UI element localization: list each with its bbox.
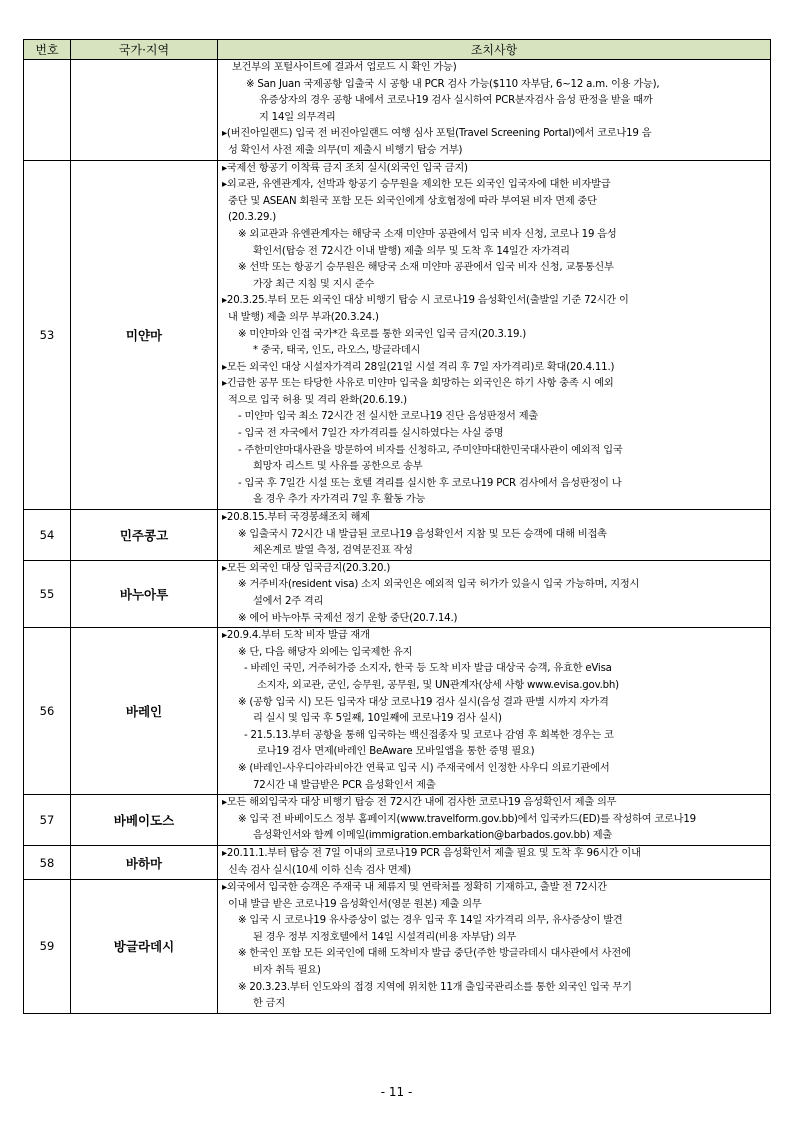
measure-line: 희망자 리스트 및 사유를 공한으로 송부 [253,461,423,473]
table-row [24,795,771,846]
measure-line: * 중국, 태국, 인도, 라오스, 방글라데시 [253,345,421,357]
measure-line: 성 확인서 사전 제출 의무(미 제출시 비행기 탑승 거부) [228,144,463,156]
country-name [71,60,218,161]
measure-line: ※ 거주비자(resident visa) 소지 외국인은 예외적 입국 허가가 있을시 입국 가능하며, 지정시 [238,579,640,591]
table-row [24,510,771,561]
measure-line: - 바레인 국민, 거주허가증 소지자, 한국 등 도착 비자 발급 대상국 승객, 유효한 eVisa [244,663,612,675]
measure-line: 72시간 내 발급받은 PCR 음성확인서 제출 [253,779,436,791]
measure-line: 음성확인서와 함께 이메일(immigration.embarkation@barbados.gov.bb) 제출 [253,830,613,842]
measure-line: ※ San Juan 국제공항 입출국 시 공항 내 PCR 검사 가능($110 자부담, 6~12 a.m. 이용 가능), [246,78,660,90]
header-no: 번호 [24,40,71,60]
measure-line: 적으로 입국 허용 및 격리 완화(20.6.19.) [228,394,407,406]
row-number: 54 [24,510,71,561]
measure-line: 내 발행) 제출 의무 부과(20.3.24.) [228,311,379,323]
measure-line: - 입국 전 자국에서 7일간 자가격리를 실시하였다는 사실 증명 [238,428,504,440]
measure-line: ※ 단, 다음 해당자 외에는 입국제한 유지 [238,646,413,658]
header-measures: 조치사항 [218,40,771,60]
page-number: - 11 - [380,1085,413,1099]
row-number: 56 [24,628,71,795]
measure-line: ▸긴급한 공무 또는 타당한 사유로 미얀마 입국을 희망하는 외국인은 하기 사항 충족 시 예외 [222,378,614,390]
measure-line: - 주한미얀마대사관을 방문하여 비자를 신청하고, 주미얀마대한민국대사관이 예외적 입국 [238,444,623,456]
table-row [24,160,771,509]
header-row [24,40,771,60]
row-number: 55 [24,560,71,627]
measure-line: 확인서(탑승 전 72시간 이내 발행) 제출 의무 및 도착 후 14일간 자가격리 [253,245,570,257]
measure-line: ※ 입출국시 72시간 내 발급된 코로나19 음성확인서 지참 및 모든 승객에 대해 비접촉 [238,528,607,540]
country-name: 미얀마 [71,160,218,509]
measure-line: - 미얀마 입국 최소 72시간 전 실시한 코로나19 진단 음성판정서 제출 [238,411,539,423]
country-name: 민주콩고 [71,510,218,561]
measures-table [23,39,771,1014]
row-number [24,60,71,161]
measures-cell [218,60,771,161]
measure-line: 리 실시 및 입국 후 5일째, 10일째에 코로나19 검사 실시) [253,713,502,725]
measure-line: ▸모든 외국인 대상 입국금지(20.3.20.) [222,562,391,574]
measure-line: ▸20.9.4.부터 도착 비자 발급 재개 [222,630,370,642]
table-body [24,60,771,1014]
measure-line: ▸모든 해외입국자 대상 비행기 탑승 전 72시간 내에 검사한 코로나19 음성확인서 제출 의무 [222,797,617,809]
measure-line: ※ (공항 입국 시) 모든 입국자 대상 코로나19 검사 실시(음성 결과 판별 시까지 자가격 [238,696,609,708]
measure-line: 지 14일 의무격리 [259,111,336,123]
measure-line: 비자 취득 필요) [253,965,321,977]
measures-cell [218,628,771,795]
measures-cell [218,845,771,879]
measure-line: 체온계로 발열 측정, 검역문진표 작성 [253,545,413,557]
country-name: 방글라데시 [71,880,218,1014]
measure-line: 중단 및 ASEAN 회원국 포함 모든 외국인에게 상호협정에 따라 부여된 비자 면제 중단 [228,195,597,207]
measure-line: ※ 한국인 포함 모든 외국인에 대해 도착비자 발급 중단(주한 방글라데시 대사관에서 사전에 [238,948,631,960]
measure-line: ※ 입국 시 코로나19 유사증상이 없는 경우 입국 후 14일 자가격리 의무, 유사증상이 발견 [238,915,623,927]
measure-line: ▸20.8.15.부터 국경봉쇄조치 해제 [222,512,370,524]
measure-line: ※ 입국 전 바베이도스 정부 홈페이지(www.travelform.gov.bb)에서 입국카드(ED)를 작성하여 코로나19 [238,813,696,825]
measures-cell [218,560,771,627]
row-number: 59 [24,880,71,1014]
row-number: 57 [24,795,71,846]
measure-line: ※ 선박 또는 항공기 승무원은 해당국 소재 미얀마 공관에서 입국 비자 신청, 교통통신부 [238,262,614,274]
measure-line: - 입국 후 7일간 시설 또는 호텔 격리를 실시한 후 코로나19 PCR 검사에서 음성판정이 나 [238,477,622,489]
country-name: 바레인 [71,628,218,795]
row-number: 58 [24,845,71,879]
measures-cell [218,795,771,846]
measure-line: 신속 검사 실시(10세 이하 신속 검사 면제) [228,864,411,876]
measure-line: 이내 발급 받은 코로나19 음성확인서(영문 원본) 제출 의무 [228,898,482,910]
measure-line: ▸국제선 항공기 이착륙 금지 조치 실시(외국인 입국 금지) [222,162,468,174]
measure-line: ※ 에어 바누아투 국제선 정기 운항 중단(20.7.14.) [238,612,458,624]
measure-line: 설에서 2주 격리 [253,596,324,607]
table-row [24,560,771,627]
measure-line: 된 경우 정부 지정호텔에서 14일 시설격리(비용 자부담) 의무 [253,931,517,943]
country-name: 바하마 [71,845,218,879]
measure-line: 소지자, 외교관, 군인, 승무원, 공무원, 및 UN관계자(상세 사항 www.evisa.gov.bh) [257,679,619,691]
measure-line: ※ 미얀마와 인접 국가*간 육로를 통한 외국인 입국 금지(20.3.19.) [238,328,527,340]
measure-line: ▸(버진아일랜드) 입국 전 버진아일랜드 여행 심사 포털(Travel Screening Portal)에서 코로나19 음 [222,128,652,140]
measure-line: 한 금지 [253,998,285,1010]
measure-line: ▸모든 외국인 대상 시설자가격리 28일(21일 시설 격리 후 7일 자가격리)로 확대(20.4.11.) [222,361,615,373]
table-row [24,845,771,879]
country-name: 바누아투 [71,560,218,627]
measure-line: - 21.5.13.부터 공항을 통해 입국하는 백신접종자 및 코로나 감염 후 회복한 경우는 코 [244,729,614,741]
measure-line: 로나19 검사 면제(바레인 BeAware 모바일앱을 통한 증명 필요) [257,746,535,758]
measures-cell [218,160,771,509]
row-number: 53 [24,160,71,509]
measure-line: ▸외교관, 유엔관계자, 선박과 항공기 승무원을 제외한 모든 외국인 입국자에 대한 비자발급 [222,179,611,191]
table-row [24,880,771,1014]
measure-line: 유증상자의 경우 공항 내에서 코로나19 검사 실시하여 PCR분자검사 음성 판정을 받을 때까 [259,95,653,107]
measure-line: ▸20.11.1.부터 탑승 전 7일 이내의 코로나19 PCR 음성확인서 제출 필요 및 도착 후 96시간 이내 [222,847,641,859]
header-country: 국가·지역 [71,40,218,60]
measure-line: ▸외국에서 입국한 승객은 주재국 내 체류지 및 연락처를 정확히 기재하고, 출발 전 72시간 [222,882,607,894]
measure-line: ※ 외교관과 유엔관계자는 해당국 소재 미얀마 공관에서 입국 비자 신청, 코로나 19 음성 [238,228,617,240]
measure-line: 가장 최근 지침 및 지시 준수 [253,278,375,290]
measure-line: ▸20.3.25.부터 모든 외국인 대상 비행기 탑승 시 코로나19 음성확인서(출발일 기준 72시간 이 [222,295,629,307]
measures-cell [218,880,771,1014]
measure-line: 보건부의 포털사이트에 결과서 업로드 시 확인 가능) [232,62,457,73]
measure-line: 올 경우 추가 자가격리 7일 후 활동 가능 [253,494,426,506]
table-row [24,628,771,795]
measure-line: (20.3.29.) [228,212,277,224]
measures-cell [218,510,771,561]
table-row [24,60,771,161]
measure-line: ※ 20.3.23.부터 인도와의 접경 지역에 위치한 11개 출입국관리소를 통한 외국인 입국 무기 [238,981,632,993]
measure-line: ※ (바레인-사우디아라비아간 연륙교 입국 시) 주재국에서 인정한 사우디 의료기관에서 [238,762,610,774]
country-name: 바베이도스 [71,795,218,846]
